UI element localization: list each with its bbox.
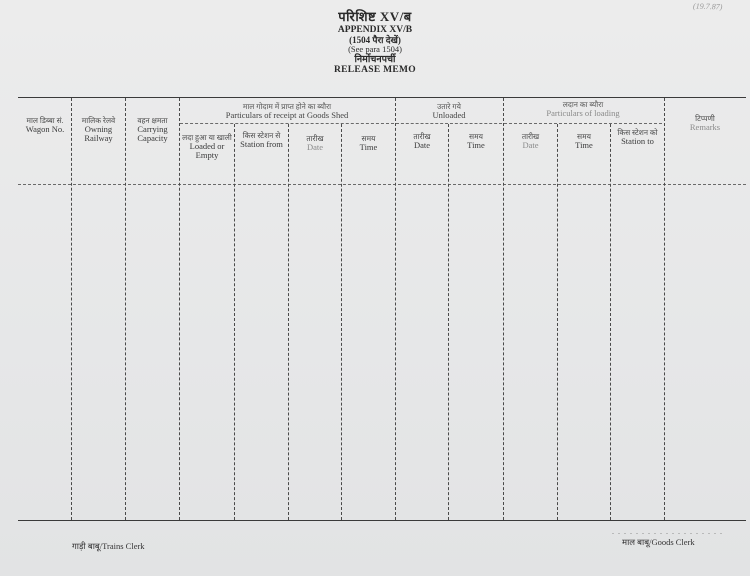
column-divider: [664, 98, 665, 520]
column-header-loading-date: तारीख Date: [521, 132, 540, 151]
column-header-loading-time: समय Time: [575, 132, 593, 151]
signature-line: . . . . . . . . . . . . . . . . . . .: [612, 527, 723, 536]
table-bottom-rule: [18, 520, 746, 521]
column-divider: [503, 98, 504, 520]
column-divider: [610, 124, 611, 520]
memo-title-hindi: निर्मोचनपर्ची: [354, 54, 396, 65]
column-header-receipt-time: समय Time: [359, 134, 378, 153]
column-divider: [71, 98, 72, 520]
column-divider: [395, 98, 396, 520]
column-header-station-from: किस स्टेशन से Station from: [240, 131, 283, 150]
group-header-loading: लदान का ब्यौरा Particulars of loading: [546, 100, 620, 119]
column-divider: [125, 98, 126, 520]
para-reference: (See para 1504): [348, 44, 402, 55]
column-header-owning-railway: मालिक रेलवे Owning Railway: [81, 116, 116, 144]
form-header: [0, 10, 750, 76]
column-divider: [448, 124, 449, 520]
column-header-unloaded-date: तारीख Date: [413, 132, 431, 151]
corner-handwritten-note: (19.7.87): [692, 1, 723, 12]
column-divider: [288, 124, 289, 520]
memo-title: RELEASE MEMO: [334, 65, 416, 76]
column-header-remarks: टिप्पणी Remarks: [689, 114, 721, 133]
appendix-title-hindi: परिशिष्ट XV/ब: [338, 9, 412, 24]
receipt-group-underline: [180, 123, 394, 124]
goods-clerk-signature-label: माल बाबू/Goods Clerk: [622, 537, 695, 547]
column-header-wagon-no: माल डिब्बा सं. Wagon No.: [25, 116, 65, 135]
loading-group-underline: [504, 123, 662, 124]
appendix-title: APPENDIX XV/B: [337, 24, 413, 35]
column-header-station-to: किस स्टेशन को Station to: [617, 128, 658, 147]
para-reference-hindi: (1504 पैरा देखें): [349, 35, 401, 46]
trains-clerk-signature-label: गाड़ी बाबू/Trains Clerk: [72, 541, 145, 551]
column-header-unloaded-time: समय Time: [467, 132, 485, 151]
column-divider: [557, 124, 558, 520]
column-header-loaded-or-empty: लदा हुआ या खाली Loaded or Empty: [182, 133, 232, 161]
column-header-receipt-date: तारीख Date: [306, 134, 324, 153]
unloaded-group-underline: [396, 123, 502, 124]
column-header-carrying-capacity: वहन क्षमता Carrying Capacity: [137, 116, 168, 144]
group-header-unloaded: उतारे गये Unloaded: [432, 102, 466, 121]
column-divider: [341, 124, 342, 520]
table-header-bottom-rule: [18, 184, 746, 185]
column-divider: [179, 98, 180, 520]
column-divider: [234, 124, 235, 520]
group-header-receipt: माल गोदाम में प्राप्त होने का ब्यौरा Particulars of receipt at Goods Shed: [225, 102, 349, 121]
table-top-rule: [18, 97, 746, 98]
